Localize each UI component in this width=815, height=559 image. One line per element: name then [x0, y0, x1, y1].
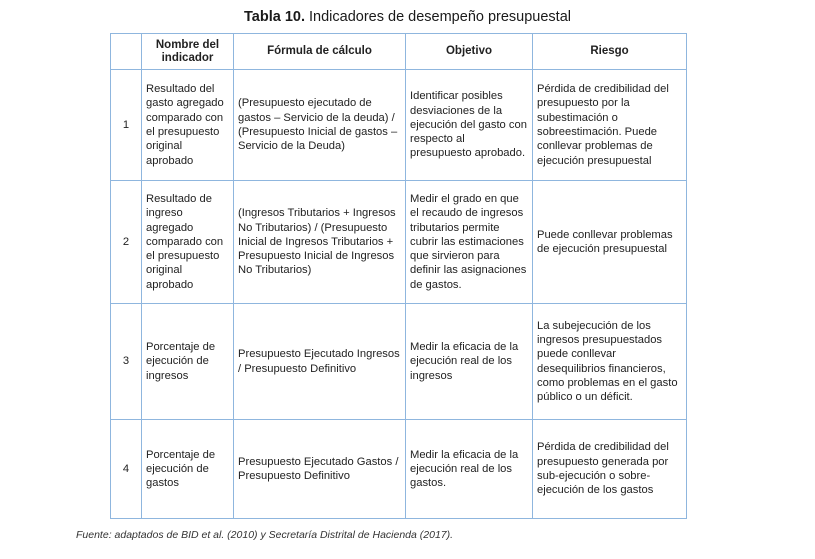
table-title — [0, 9, 815, 25]
indicator-formula: (Ingresos Tributarios + Ingresos No Tributarios) / (Presupuesto Inicial de Ingresos Tributarios + Presupuesto Inicial de Ingresos No Tributarios) — [234, 181, 406, 304]
header-nombre: Nombre del indicador — [142, 34, 234, 70]
header-formula: Fórmula de cálculo — [234, 34, 406, 70]
indicator-risk: Puede conllevar problemas de ejecución presupuestal — [533, 181, 687, 304]
indicator-formula: Presupuesto Ejecutado Gastos / Presupuesto Definitivo — [234, 420, 406, 519]
indicator-name: Porcentaje de ejecución de gastos — [142, 420, 234, 519]
table-row — [111, 181, 687, 304]
row-number: 3 — [111, 304, 142, 420]
table-row — [111, 70, 687, 181]
indicator-objective: Medir el grado en que el recaudo de ingresos tributarios permite cubrir las estimaciones que sirvieron para definir las asignaciones de gastos. — [406, 181, 533, 304]
indicator-name: Porcentaje de ejecución de ingresos — [142, 304, 234, 420]
source-note: Fuente: adaptados de BID et al. (2010) y Secretaría Distrital de Hacienda (2017). — [76, 529, 454, 541]
indicator-objective: Medir la eficacia de la ejecución real de los gastos. — [406, 420, 533, 519]
header-number — [111, 34, 142, 70]
indicator-risk: La subejecución de los ingresos presupuestados puede conllevar desequilibrios financieros, como problemas en el gasto público o un déficit. — [533, 304, 687, 420]
indicator-formula: (Presupuesto ejecutado de gastos – Servicio de la deuda) / (Presupuesto Inicial de gastos – Servicio de la Deuda) — [234, 70, 406, 181]
table-title-label: Tabla 10. — [244, 9, 305, 25]
indicator-objective: Identificar posibles desviaciones de la ejecución del gasto con respecto al presupuesto aprobado. — [406, 70, 533, 181]
row-number: 2 — [111, 181, 142, 304]
row-number: 1 — [111, 70, 142, 181]
row-number: 4 — [111, 420, 142, 519]
indicator-name: Resultado del gasto agregado comparado con el presupuesto original aprobado — [142, 70, 234, 181]
header-riesgo: Riesgo — [533, 34, 687, 70]
table-row — [111, 304, 687, 420]
indicators-table — [110, 33, 687, 519]
table-row — [111, 420, 687, 519]
table-header-row — [111, 34, 687, 70]
indicator-name: Resultado de ingreso agregado comparado con el presupuesto original aprobado — [142, 181, 234, 304]
indicator-risk: Pérdida de credibilidad del presupuesto por la subestimación o sobreestimación. Puede conllevar problemas de ejecución presupuestal — [533, 70, 687, 181]
header-objetivo: Objetivo — [406, 34, 533, 70]
indicator-formula: Presupuesto Ejecutado Ingresos / Presupuesto Definitivo — [234, 304, 406, 420]
indicator-objective: Medir la eficacia de la ejecución real de los ingresos — [406, 304, 533, 420]
table-title-text: Indicadores de desempeño presupuestal — [309, 9, 571, 25]
indicator-risk: Pérdida de credibilidad del presupuesto generada por sub-ejecución o sobre-ejecución de los gastos — [533, 420, 687, 519]
